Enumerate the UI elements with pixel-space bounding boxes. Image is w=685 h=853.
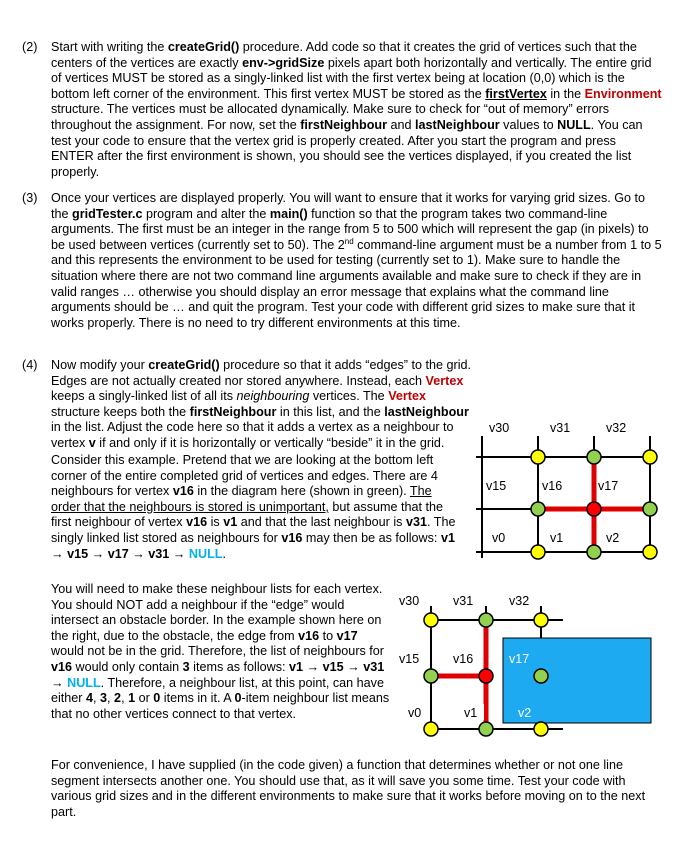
- text-run: NULL: [557, 117, 591, 132]
- vertex-v17: [643, 502, 657, 516]
- text-run: would only contain: [72, 659, 183, 674]
- text-run: Start with writing the: [51, 40, 168, 54]
- text-run: env->gridSize: [242, 55, 325, 70]
- vertex-label: v32: [606, 421, 627, 435]
- neighbour-grid-diagram: [470, 414, 670, 564]
- text-run: 3: [100, 691, 108, 706]
- text-run: 0: [153, 691, 161, 706]
- vertex-label: v32: [509, 594, 530, 608]
- text-run: v16: [172, 484, 194, 499]
- text-run: NULL: [67, 675, 101, 690]
- vertex-v0: [424, 722, 438, 736]
- text-run: vertices. The: [309, 389, 389, 404]
- vertex-v0: [531, 545, 545, 559]
- vertex-label: v16: [453, 652, 474, 666]
- text-run: to: [319, 628, 337, 643]
- text-run: would not be in the grid. Therefore, the list of neighbours for: [51, 644, 385, 659]
- text-run: ,: [107, 691, 115, 706]
- text-run: 4: [86, 691, 94, 706]
- text-run: keeps a singly-linked list of all its: [51, 389, 237, 404]
- text-run: in this list, and the: [276, 404, 385, 419]
- vertex-label: v30: [489, 421, 510, 435]
- text-run: v17: [336, 628, 358, 643]
- text-run: items in it. A: [160, 691, 235, 706]
- text-run: in the list. Adjust the code here so that it adds a vertex as a neighbour to vertex: [51, 420, 454, 450]
- text-run: Vertex: [425, 373, 464, 388]
- text-run: structure. The vertices must be allocated dynamically. Make sure to check for “out of memory” errors throughout the assignment. For now, set the: [51, 102, 610, 132]
- text-run: pixels apart both horizontally and vertically. The entire grid of vertices MUST be stored as a singly-linked list with the first vertex being at location (0,0) which is the bottom left corner of the environment. This first vertex MUST be stored as the: [51, 55, 652, 101]
- text-run: and: [387, 117, 416, 132]
- text-run: main(): [269, 206, 308, 221]
- text-run: . The singly linked list stored as neighbours for: [51, 515, 456, 545]
- text-run: createGrid(): [167, 40, 240, 54]
- text-run: -item neighbour list means that no other vertices connect to that vertex.: [51, 691, 390, 721]
- text-run: Now modify your: [51, 358, 149, 372]
- text-run: v1 → v15 → v31 →: [51, 659, 385, 690]
- text-run: procedure. Add code so that it creates the grid of vertices such that the centers of the vertices are exactly: [51, 40, 637, 70]
- text-run: Once your vertices are displayed properly. You will want to ensure that it works for varying grid sizes. Go to the: [51, 191, 646, 221]
- text-run: ,: [121, 691, 129, 706]
- text-run: nd: [344, 236, 354, 246]
- vertex-label: v2: [518, 706, 532, 720]
- text-run: structure keeps both the: [51, 404, 190, 419]
- text-run: . Therefore, a neighbour list, at this point, can have either: [51, 675, 384, 706]
- text-run: v1: [223, 515, 238, 530]
- text-run: firstNeighbour: [189, 404, 277, 419]
- text-run: in the: [546, 86, 585, 101]
- text-run: command-line argument must be a number from 1 to 5 and this represents the environment to be used for testing (currently set to 1). Make sure to handle the situation where there are not two command line arguments available and make sure to check if they are in valid ranges … otherwise you should display an error message that explains what the command line arguments should be … and quit the program. Test your code with different grid sizes to make sure that it works properly. There is no need to try different environments at this time.: [51, 237, 662, 330]
- text-run: and that the last neighbour is: [237, 515, 406, 530]
- text-run: is: [207, 515, 224, 530]
- vertex-v1: [479, 722, 493, 736]
- vertex-label: v16: [542, 479, 563, 493]
- vertex-v16: [587, 502, 601, 516]
- text-run: v16: [281, 530, 303, 545]
- vertex-v32: [643, 450, 657, 464]
- text-run: items as follows:: [189, 659, 290, 674]
- obstacle-grid-diagram: [398, 586, 668, 746]
- text-run: Environment: [584, 86, 662, 101]
- text-run: v16: [298, 628, 320, 643]
- vertex-label: v0: [492, 531, 506, 545]
- vertex-v15: [531, 502, 545, 516]
- vertex-v30: [531, 450, 545, 464]
- closing-text: [51, 758, 651, 820]
- text-run: v31: [405, 515, 427, 530]
- text-run: values to: [499, 117, 558, 132]
- example-2-text: [51, 582, 391, 722]
- vertex-label: v15: [486, 479, 507, 493]
- vertex-v2: [643, 545, 657, 559]
- vertex-label: v31: [453, 594, 474, 608]
- text-run: program and alter the: [142, 206, 270, 221]
- text-run: v1 → v15 → v17 → v31 →: [51, 530, 455, 561]
- text-run: 1: [128, 691, 136, 706]
- vertex-label: v17: [598, 479, 619, 493]
- text-run: neighbouring: [236, 389, 310, 404]
- text-run: createGrid(): [148, 358, 220, 372]
- text-run: 0: [234, 691, 242, 706]
- text-run: v16: [51, 659, 73, 674]
- text-run: .: [222, 546, 226, 561]
- text-run: lastNeighbour: [384, 404, 469, 419]
- text-run: The order that the neighbours is stored is unimportant,: [51, 484, 432, 514]
- item-text: [51, 358, 477, 452]
- vertex-v32: [534, 613, 548, 627]
- vertex-v31: [587, 450, 601, 464]
- item-number: (2): [22, 40, 38, 54]
- vertex-v2: [534, 722, 548, 736]
- text-run: firstVertex: [485, 86, 547, 101]
- vertex-label: v1: [550, 531, 564, 545]
- vertex-label: v15: [399, 652, 420, 666]
- example-1-text: [51, 453, 463, 562]
- text-run: 2: [114, 691, 122, 706]
- vertex-v1: [587, 545, 601, 559]
- text-run: v: [88, 435, 96, 450]
- vertex-v16: [479, 669, 493, 683]
- text-run: NULL: [188, 546, 223, 561]
- vertex-v30: [424, 613, 438, 627]
- text-run: You will need to make these neighbour lists for each vertex. You should NOT add a neighbour if the “edge” would intersect an obstacle border. In the example shown here on the right, due to the obstacle, the edge from: [51, 582, 383, 643]
- text-run: firstNeighbour: [300, 117, 387, 132]
- item-number: (4): [22, 358, 38, 372]
- vertex-label: v17: [509, 652, 530, 666]
- text-run: ,: [93, 691, 101, 706]
- vertex-label: v31: [550, 421, 571, 435]
- vertex-v15: [424, 669, 438, 683]
- vertex-label: v30: [399, 594, 420, 608]
- item-number: (3): [22, 191, 38, 205]
- vertex-label: v0: [408, 706, 422, 720]
- text-run: may then be as follows:: [302, 530, 441, 545]
- vertex-v17: [534, 669, 548, 683]
- text-run: . You can test your code to ensure that the vertex grid is properly created. After you start the program and press ENTER after the first environment is shown, you should see the vertices displayed, if you created the list properly.: [51, 117, 643, 179]
- text-run: procedure so that it adds “edges” to the grid. Edges are not actually created nor stored anywhere. Instead, each: [51, 358, 472, 388]
- text-run: but assume that the first neighbour of vertex: [51, 499, 444, 530]
- text-run: gridTester.c: [72, 206, 143, 221]
- text-run: or: [135, 691, 154, 706]
- text-run: Vertex: [388, 389, 426, 404]
- text-run: For convenience, I have supplied (in the code given) a function that determines whether or not one line segment intersects another one. You should use that, as it will save you some time. Test your code with various grid sizes and in the different environments to make sure that it works before moving on to the next part.: [51, 758, 646, 819]
- vertex-label: v2: [606, 531, 620, 545]
- text-run: lastNeighbour: [415, 117, 500, 132]
- text-run: in the diagram here (shown in green).: [193, 484, 410, 499]
- text-run: 3: [182, 659, 190, 674]
- text-run: function so that the program takes two command-line arguments. The first must be an integer in the range from 5 to 500 which will represent the gap (in pixels) to be used between vertices (currently set to 50). The 2: [51, 206, 649, 252]
- item-text: [51, 191, 662, 331]
- text-run: if and only if it is horizontally or vertically “beside” it in the grid.: [95, 435, 445, 450]
- item-text: [51, 40, 662, 180]
- text-run: Consider this example. Pretend that we are looking at the bottom left corner of the entire completed grid of vertices and edges. There are 4 neighbours for vertex: [51, 453, 438, 499]
- text-run: v16: [186, 515, 208, 530]
- vertex-label: v1: [464, 706, 478, 720]
- vertex-v31: [479, 613, 493, 627]
